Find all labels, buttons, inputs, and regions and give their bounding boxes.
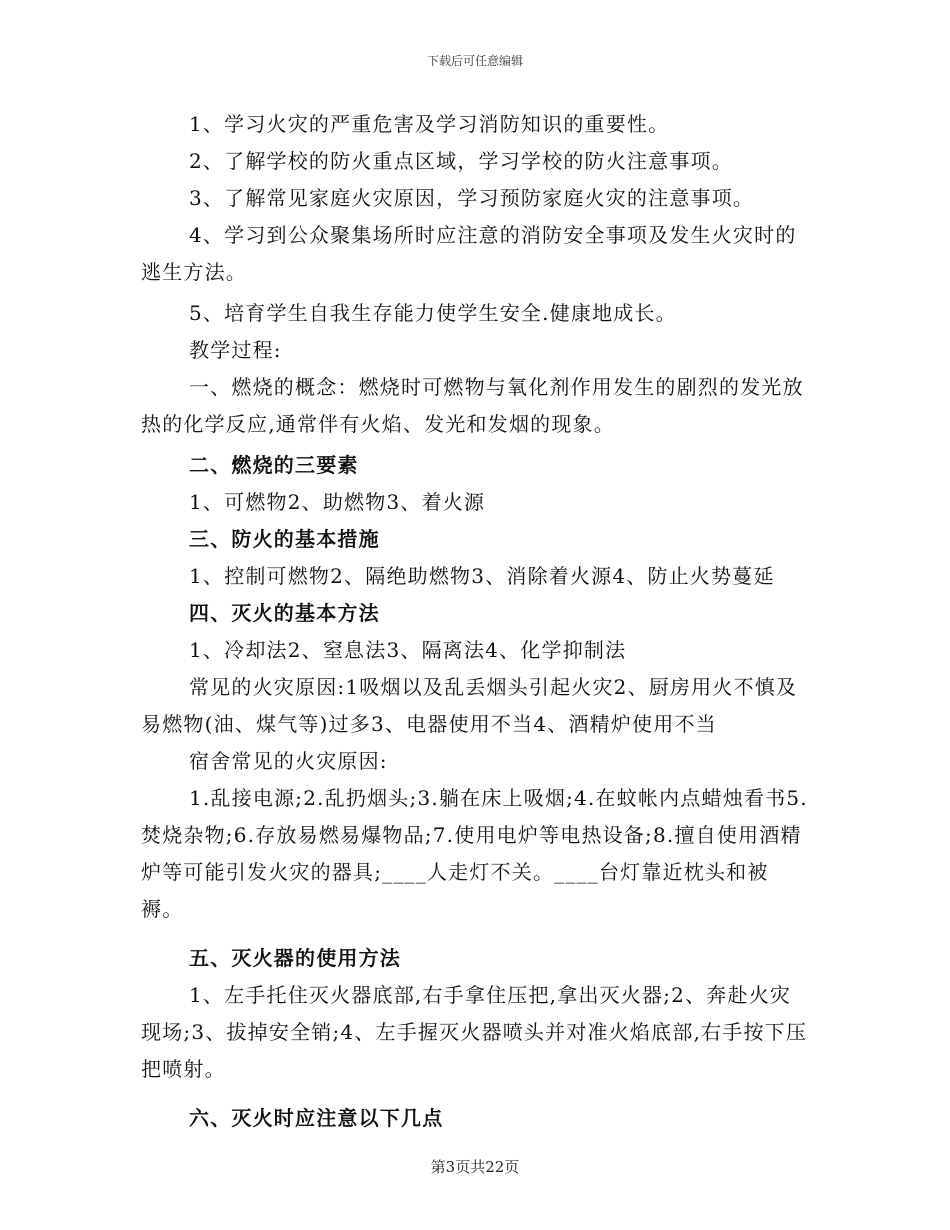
section-heading-5: 五、灭火器的使用方法 [189,946,401,970]
document-body [141,106,809,1137]
extinguish-methods-list: 1、冷却法2、窒息法3、隔离法4、化学抑制法 [189,638,627,662]
objective-4: 4、学习到公众聚集场所时应注意的消防安全事项及发生火灾时的逃生方法。 [141,223,797,284]
three-elements-list: 1、可燃物2、助燃物3、着火源 [189,490,486,514]
dorm-fire-causes-label: 宿舍常见的火灾原因: [189,749,388,773]
section-heading-3: 三、防火的基本措施 [189,527,380,551]
dorm-fire-causes-list: 1.乱接电源;2.乱扔烟头;3.躺在床上吸烟;4.在蚊帐内点蜡烛看书5.焚烧杂物;6.存放易燃易爆物品;7.使用电炉等电热设备;8.擅自使用酒精炉等可能引发火灾的器具;____人走灯不关。____台灯靠近枕头和被褥。 [141,786,808,921]
objective-2: 2、了解学校的防火重点区域，学习学校的防火注意事项。 [189,149,733,173]
prevention-measures-list: 1、控制可燃物2、隔绝助燃物3、消除着火源4、防止火势蔓延 [189,564,775,588]
combustion-concept: 一、燃烧的概念：燃烧时可燃物与氧化剂作用发生的剧烈的发光放热的化学反应,通常伴有火焰、发光和发烟的现象。 [141,375,804,436]
section-heading-6: 六、灭火时应注意以下几点 [189,1106,444,1130]
section-heading-4: 四、灭火的基本方法 [189,601,380,625]
page-number: 第3页共22页 [430,1158,520,1176]
page-header: 下载后可任意编辑 [426,54,523,68]
extinguisher-usage: 1、左手托住灭火器底部,右手拿住压把,拿出灭火器;2、奔赴火灾现场;3、拔掉安全销;4、左手握灭火器喷头并对准火焰底部,右手按下压把喷射。 [141,983,808,1081]
common-fire-causes: 常见的火灾原因:1吸烟以及乱丢烟头引起火灾2、厨房用火不慎及易燃物(油、煤气等)过多3、电器使用不当4、酒精炉使用不当 [141,675,798,736]
section-heading-2: 二、燃烧的三要素 [189,453,359,477]
objective-5: 5、培育学生自我生存能力使学生安全.健康地成长。 [189,301,677,325]
objective-1: 1、学习火灾的严重危害及学习消防知识的重要性。 [189,112,670,136]
objective-3: 3、了解常见家庭火灾原因，学习预防家庭火灾的注意事项。 [189,186,755,210]
teaching-process-label: 教学过程: [189,338,282,362]
